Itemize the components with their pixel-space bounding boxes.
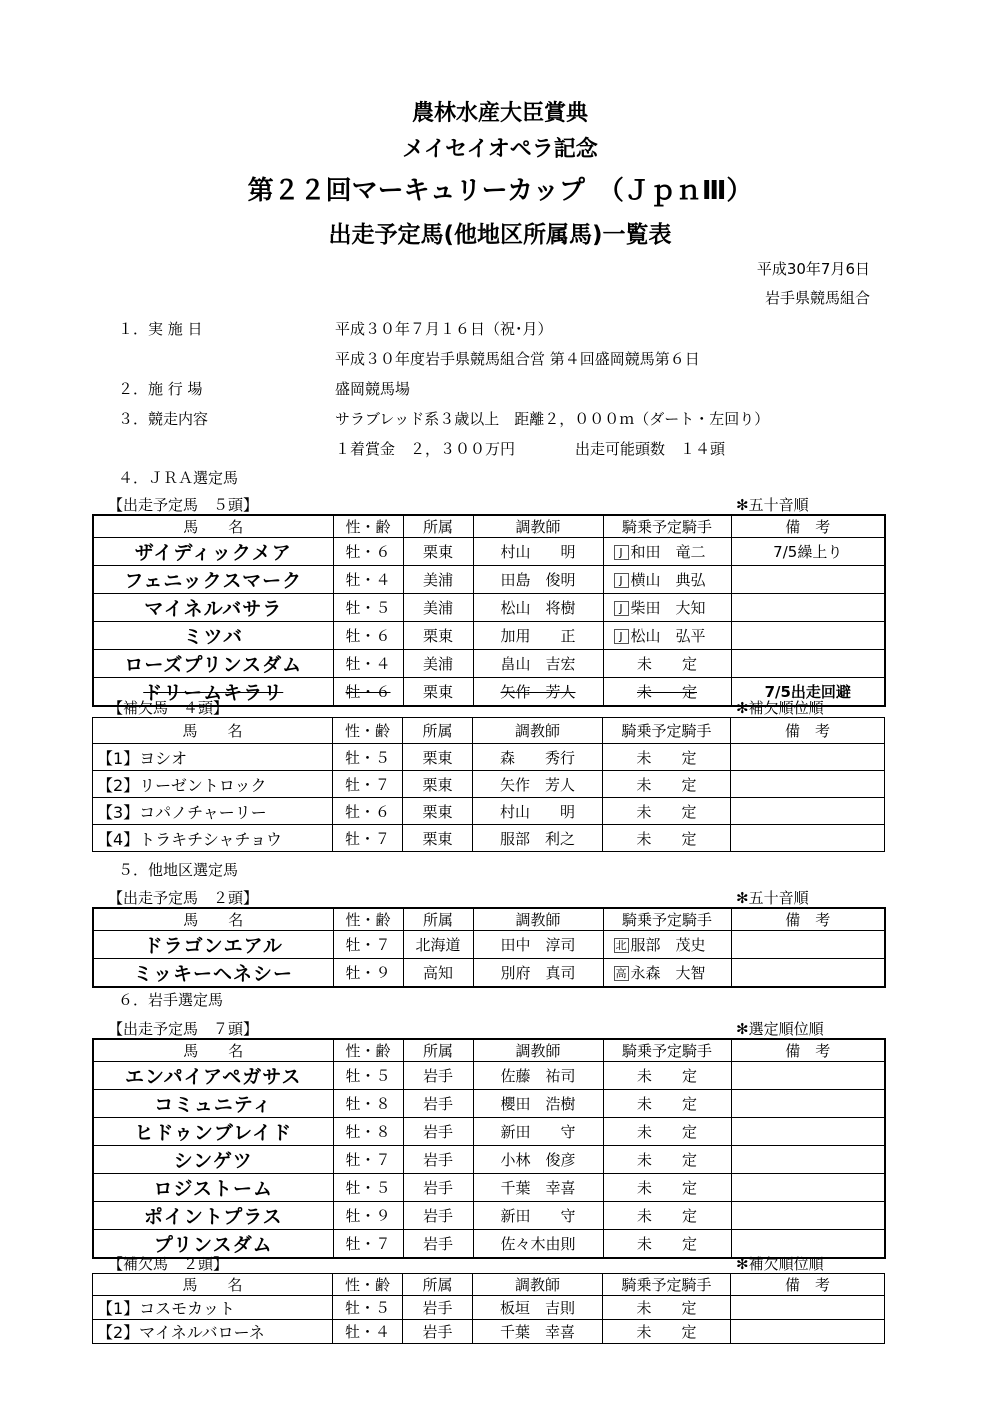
jockey: 未 定 [603,1230,731,1259]
col-note: 備 考 [731,718,885,744]
col-jockey: 騎乗予定騎手 [603,718,731,744]
col-jockey: 騎乗予定騎手 [603,515,731,538]
iwate-sub-order: ✻補欠順位順 [736,1255,824,1273]
jockey: 未 定 [603,1202,731,1230]
stable: 岩手 [403,1202,473,1230]
stable: 美浦 [403,594,473,622]
trainer: 矢作 芳人 [473,678,603,707]
sex-age: 牡・４ [333,566,403,594]
table-row [93,1062,885,1090]
stable: 栗東 [403,622,473,650]
section-other-region: ５．他地区選定馬 [118,861,239,879]
jockey-name: 横山 典弘 [630,571,706,589]
jockey: 未 定 [603,1296,731,1320]
jockey: 未 定 [603,678,731,707]
jra-reserve-table [92,717,885,852]
note [731,1296,885,1320]
sex-age: 牡・４ [333,1320,403,1344]
other-region-table [92,907,886,988]
col-sex-age: 性・齢 [333,908,403,931]
horse-name: 【2】リーゼントロック [93,771,333,798]
info-label-content: ３．競走内容 [118,410,209,428]
trainer: 矢作 芳人 [473,771,603,798]
note [731,1320,885,1344]
note [731,622,885,650]
sex-age: 牡・６ [333,798,403,825]
title-award: 農林水産大臣賞典 [411,101,588,126]
iwate-main-subtitle: 【出走予定馬 ７頭】 [108,1020,259,1038]
jra-main-table [92,514,886,707]
col-trainer: 調教師 [473,1274,603,1296]
jockey-name: 永森 大智 [630,964,706,982]
horse-name: 【1】ヨシオ [93,744,333,771]
jra-main-subtitle: 【出走予定馬 ５頭】 [108,496,259,514]
trainer: 森 秀行 [473,744,603,771]
col-stable: 所属 [403,718,473,744]
col-sex-age: 性・齢 [333,718,403,744]
jockey-name: 松山 弘平 [630,627,706,645]
title-list: 出走予定馬(他地区所属馬)一覧表 [328,222,672,248]
jra-sub-order: ✻補欠順位順 [736,699,824,717]
trainer: 村山 明 [473,538,603,566]
table-row [93,1174,885,1202]
title-race: 第２２回マーキュリーカップ （ＪｐｎⅢ） [247,176,753,206]
trainer: 田島 俊明 [473,566,603,594]
horse-name: マイネルバサラ [93,594,333,622]
iwate-sub-subtitle: 【補欠馬 ２頭】 [108,1255,229,1273]
note [731,1174,885,1202]
horse-name: ドリームキラリ [93,678,333,707]
note [731,1202,885,1230]
note [731,1062,885,1090]
issue-date: 平成30年7月6日 [756,260,870,278]
table-row [93,538,885,566]
jra-mark-icon: J [614,573,629,588]
jra-main-order: ✻五十音順 [736,496,809,514]
sex-age: 牡・７ [333,771,403,798]
horse-name: コミュニティ [93,1090,333,1118]
horse-name: ローズプリンスダム [93,650,333,678]
note: 7/5出走回避 [731,678,885,707]
other-main-subtitle: 【出走予定馬 ２頭】 [108,889,259,907]
jra-mark-icon: J [614,629,629,644]
table-row [93,566,885,594]
stable: 栗東 [403,678,473,707]
horse-name: ポイントプラス [93,1202,333,1230]
jockey [603,594,731,622]
trainer: 加用 正 [473,622,603,650]
stable: 岩手 [403,1146,473,1174]
trainer: 小林 俊彦 [473,1146,603,1174]
trainer: 櫻田 浩樹 [473,1090,603,1118]
stable: 岩手 [403,1062,473,1090]
note [731,744,885,771]
sex-age: 牡・５ [333,1174,403,1202]
trainer: 佐藤 祐司 [473,1062,603,1090]
table-row [93,798,885,825]
stable: 栗東 [403,538,473,566]
table-header [93,515,885,538]
stable: 岩手 [403,1320,473,1344]
col-note: 備 考 [731,1039,885,1062]
jockey: 未 定 [603,1146,731,1174]
horse-name: ミツバ [93,622,333,650]
jockey-name: 柴田 大知 [630,599,706,617]
sex-age: 牡・５ [333,744,403,771]
trainer: 板垣 吉則 [473,1296,603,1320]
horse-name: 【4】トラキチシャチョウ [93,825,333,852]
note [731,566,885,594]
table-row [93,1146,885,1174]
horse-name: ロジストーム [93,1174,333,1202]
stable: 岩手 [403,1090,473,1118]
iwate-main-table [92,1038,886,1259]
jockey: 未 定 [603,650,731,678]
title-memorial: メイセイオペラ記念 [402,137,598,162]
trainer: 新田 守 [473,1202,603,1230]
sex-age: 牡・７ [333,931,403,959]
jockey: 未 定 [603,744,731,771]
jockey [603,622,731,650]
col-trainer: 調教師 [473,908,603,931]
col-name: 馬 名 [93,1274,333,1296]
col-jockey: 騎乗予定騎手 [603,908,731,931]
note [731,1118,885,1146]
jra-mark-icon: J [614,545,629,560]
table-row [93,1296,885,1320]
table-row [93,594,885,622]
trainer: 佐々木由則 [473,1230,603,1259]
info-value-conditions: サラブレッド系３歳以上 距離２，０００ｍ（ダート・左回り） [335,410,770,428]
stable: 岩手 [403,1174,473,1202]
col-stable: 所属 [403,515,473,538]
table-row [93,1202,885,1230]
stable: 岩手 [403,1296,473,1320]
sex-age: 牡・５ [333,1062,403,1090]
table-row [93,744,885,771]
jockey [603,566,731,594]
col-name: 馬 名 [93,718,333,744]
jockey: 未 定 [603,825,731,852]
table-row [93,622,885,650]
sex-age: 牡・６ [333,622,403,650]
note [731,1146,885,1174]
table-row [93,825,885,852]
sex-age: 牡・６ [333,538,403,566]
note [731,798,885,825]
stable: 栗東 [403,771,473,798]
jockey: 未 定 [603,1174,731,1202]
horse-name: ヒドゥンブレイド [93,1118,333,1146]
col-name: 馬 名 [93,515,333,538]
info-value-meeting: 平成３０年度岩手県競馬組合営 第４回盛岡競馬第６日 [335,350,700,368]
iwate-reserve-table [92,1273,885,1344]
jockey [603,959,731,988]
trainer: 千葉 幸喜 [473,1320,603,1344]
section-iwate: ６．岩手選定馬 [118,991,224,1009]
stable: 栗東 [403,798,473,825]
table-row [93,959,885,988]
sex-age: 牡・８ [333,1090,403,1118]
stable: 栗東 [403,744,473,771]
jockey: 未 定 [603,798,731,825]
col-stable: 所属 [403,908,473,931]
note [731,959,885,988]
note [731,594,885,622]
horse-name: エンパイアペガサス [93,1062,333,1090]
info-value-date: 平成３０年７月１６日（祝･月） [335,320,553,338]
col-trainer: 調教師 [473,515,603,538]
table-header [93,908,885,931]
horse-name: ザイディックメア [93,538,333,566]
trainer: 田中 淳司 [473,931,603,959]
table-header [93,718,885,744]
jra-mark-icon: J [614,601,629,616]
jockey: 未 定 [603,1090,731,1118]
stable: 岩手 [403,1230,473,1259]
other-main-order: ✻五十音順 [736,889,809,907]
sex-age: 牡・６ [333,678,403,707]
trainer: 千葉 幸喜 [473,1174,603,1202]
sex-age: 牡・５ [333,594,403,622]
table-row [93,771,885,798]
iwate-main-order: ✻選定順位順 [736,1020,824,1038]
jockey: 未 定 [603,771,731,798]
stable: 栗東 [403,825,473,852]
col-stable: 所属 [403,1274,473,1296]
note [731,825,885,852]
col-name: 馬 名 [93,1039,333,1062]
col-stable: 所属 [403,1039,473,1062]
trainer: 別府 真司 [473,959,603,988]
issuer: 岩手県競馬組合 [764,289,870,307]
col-name: 馬 名 [93,908,333,931]
note [731,771,885,798]
jockey-name: 服部 茂史 [630,936,706,954]
sex-age: 牡・５ [333,1296,403,1320]
stable: 北海道 [403,931,473,959]
horse-name: ドラゴンエアル [93,931,333,959]
sex-age: 牡・７ [333,1230,403,1259]
horse-name: シンゲツ [93,1146,333,1174]
note: 7/5繰上り [731,538,885,566]
info-value-venue: 盛岡競馬場 [335,380,411,398]
table-header [93,1039,885,1062]
sex-age: 牡・８ [333,1118,403,1146]
jockey: 未 定 [603,1118,731,1146]
trainer: 新田 守 [473,1118,603,1146]
info-label-venue: ２．施 行 場 [118,380,203,398]
jockey [603,931,731,959]
horse-name: フェニックスマーク [93,566,333,594]
region-mark-icon: 高 [615,967,627,980]
col-note: 備 考 [731,1274,885,1296]
table-row [93,1320,885,1344]
note [731,931,885,959]
table-row [93,650,885,678]
section-jra: ４．ＪＲＡ選定馬 [118,469,239,487]
jockey: 未 定 [603,1062,731,1090]
table-header [93,1274,885,1296]
col-jockey: 騎乗予定騎手 [603,1274,731,1296]
jockey: 未 定 [603,1320,731,1344]
table-row [93,1118,885,1146]
sex-age: 牡・４ [333,650,403,678]
col-sex-age: 性・齢 [333,515,403,538]
info-value-prize: １着賞金 ２，３００万円 出走可能頭数 １４頭 [335,440,726,458]
jockey [603,538,731,566]
info-label-date: １．実 施 日 [118,320,203,338]
trainer: 畠山 吉宏 [473,650,603,678]
table-row [93,931,885,959]
note [731,1090,885,1118]
horse-name: 【3】コパノチャーリー [93,798,333,825]
col-note: 備 考 [731,515,885,538]
jockey-name: 和田 竜二 [630,543,706,561]
col-trainer: 調教師 [473,718,603,744]
sex-age: 牡・７ [333,1146,403,1174]
sex-age: 牡・７ [333,825,403,852]
table-row [93,1090,885,1118]
trainer: 服部 利之 [473,825,603,852]
horse-name: プリンスダム [93,1230,333,1259]
note [731,650,885,678]
sex-age: 牡・９ [333,959,403,988]
trainer: 村山 明 [473,798,603,825]
col-note: 備 考 [731,908,885,931]
col-trainer: 調教師 [473,1039,603,1062]
jra-sub-subtitle: 【補欠馬 ４頭】 [108,699,229,717]
horse-name: 【2】マイネルバローネ [93,1320,333,1344]
horse-name: 【1】コスモカット [93,1296,333,1320]
col-sex-age: 性・齢 [333,1039,403,1062]
stable: 美浦 [403,566,473,594]
stable: 美浦 [403,650,473,678]
region-mark-icon: 北 [615,939,627,952]
trainer: 松山 将樹 [473,594,603,622]
stable: 高知 [403,959,473,988]
col-sex-age: 性・齢 [333,1274,403,1296]
sex-age: 牡・９ [333,1202,403,1230]
stable: 岩手 [403,1118,473,1146]
horse-name: ミッキーヘネシー [93,959,333,988]
col-jockey: 騎乗予定騎手 [603,1039,731,1062]
